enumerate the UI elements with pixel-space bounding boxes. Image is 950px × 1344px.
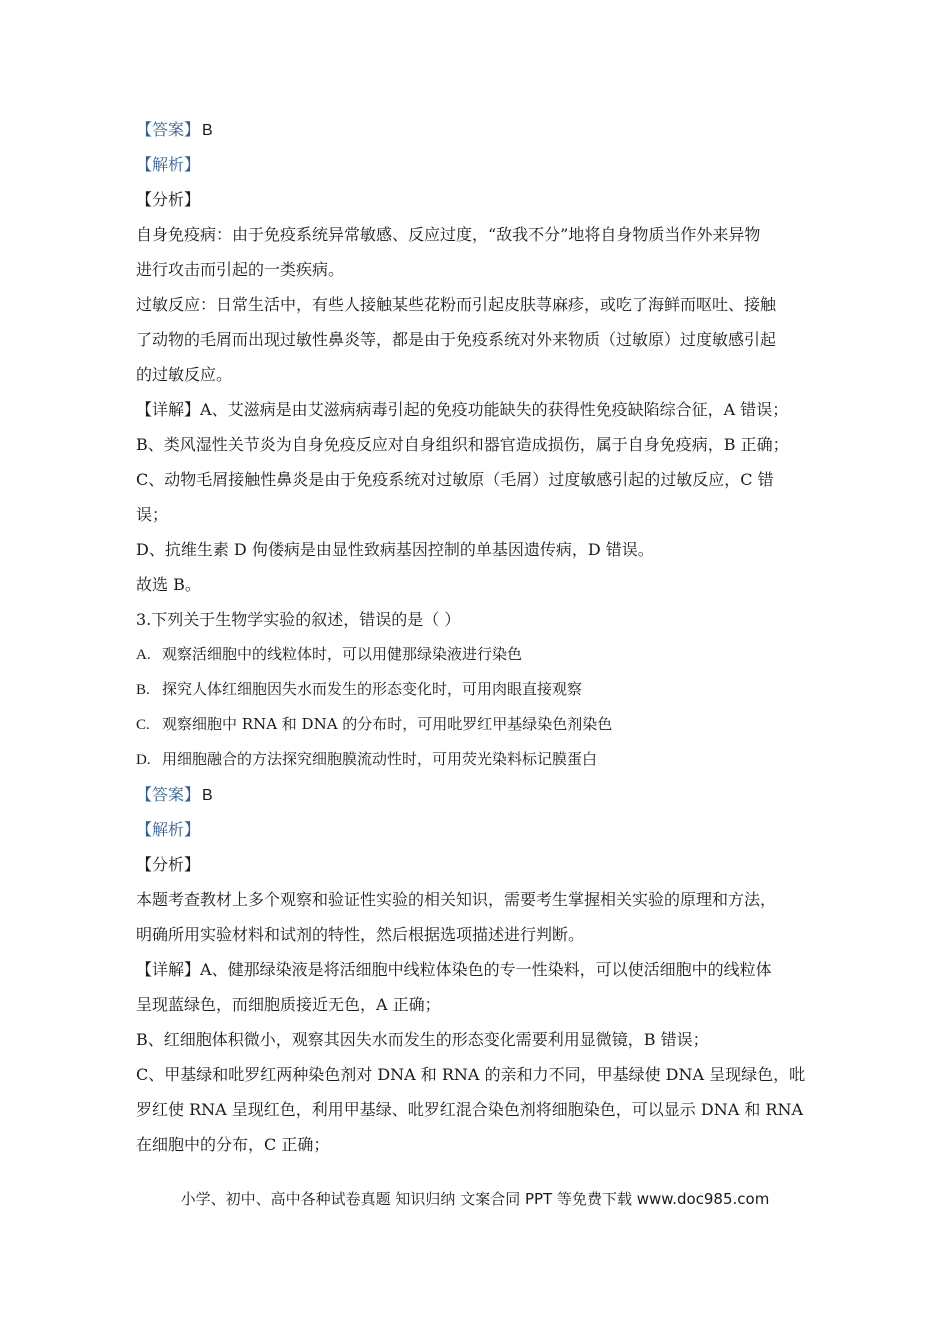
q2-detail-line: 误；: [136, 505, 169, 524]
q2-fenxi-line: 的过敏反应。: [136, 365, 233, 384]
detail-tag: 【详解】: [136, 960, 201, 979]
fenxi-tag: 【分析】: [136, 855, 201, 874]
option-letter: A.: [136, 647, 151, 663]
option-letter: C.: [136, 717, 150, 733]
option-text: 探究人体红细胞因失水而发生的形态变化时，可用肉眼直接观察: [162, 680, 583, 698]
option-text: 观察活细胞中的线粒体时，可以用健那绿染液进行染色: [162, 645, 523, 663]
q2-fenxi-tag: [136, 182, 826, 217]
q3-stem: 3.下列关于生物学实验的叙述，错误的是（ ）: [136, 610, 461, 629]
q3-option-b: [136, 672, 826, 707]
answer-tag: 【答案】: [136, 785, 201, 804]
answer-tag: 【答案】: [136, 120, 201, 139]
q2-analysis-tag: [136, 147, 826, 182]
q2-answer: [136, 112, 826, 147]
q3-detail-line: B、红细胞体积微小，观察其因失水而发生的形态变化需要利用显微镜，B 错误；: [136, 1030, 709, 1049]
q2-fenxi-line: 进行攻击而引起的一类疾病。: [136, 260, 345, 279]
q2-fenxi-line: 过敏反应：日常生活中，有些人接触某些花粉而引起皮肤荨麻疹，或吃了海鲜而呕吐、接触: [136, 295, 777, 314]
page-content: [136, 112, 826, 1162]
detail-tag: 【详解】: [136, 400, 201, 419]
q3-option-c: [136, 707, 826, 742]
q2-fenxi-line: 了动物的毛屑而出现过敏性鼻炎等，都是由于免疫系统对外来物质（过敏原）过度敏感引起: [136, 330, 777, 349]
detail-text: A、艾滋病是由艾滋病病毒引起的免疫功能缺失的获得性免疫缺陷综合征，A 错误；: [200, 400, 789, 419]
answer-value: B: [202, 122, 213, 139]
q3-option-a: [136, 637, 826, 672]
q2-detail-line: B、类风湿性关节炎为自身免疫反应对自身组织和器官造成损伤，属于自身免疫病，B 正确；: [136, 435, 789, 454]
q3-answer: [136, 777, 826, 812]
q3-detail-line: 罗红使 RNA 呈现红色，利用甲基绿、吡罗红混合染色剂将细胞染色，可以显示 DNA 和 RNA: [136, 1100, 804, 1119]
q2-detail-line: [136, 392, 826, 427]
q3-fenxi-tag: [136, 847, 826, 882]
detail-text: A、健那绿染液是将活细胞中线粒体染色的专一性染料，可以使活细胞中的线粒体: [200, 960, 772, 979]
q2-conclusion: 故选 B。: [136, 575, 201, 594]
q3-analysis-tag: [136, 812, 826, 847]
q2-detail-line: D、抗维生素 D 佝偻病是由显性致病基因控制的单基因遗传病，D 错误。: [136, 540, 654, 559]
analysis-tag: 【解析】: [136, 820, 201, 839]
option-letter: D.: [136, 752, 151, 768]
q3-detail-line: C、甲基绿和吡罗红两种染色剂对 DNA 和 RNA 的亲和力不同，甲基绿使 DNA 呈现绿色，吡: [136, 1065, 806, 1084]
q3-fenxi-line: 本题考查教材上多个观察和验证性实验的相关知识，需要考生掌握相关实验的原理和方法，: [136, 890, 777, 909]
option-letter: B.: [136, 682, 150, 698]
q3-detail-line: 在细胞中的分布，C 正确；: [136, 1135, 330, 1154]
q2-fenxi-line: 自身免疫病：由于免疫系统异常敏感、反应过度，“敌我不分”地将自身物质当作外来异物: [136, 225, 761, 244]
option-text: 用细胞融合的方法探究细胞膜流动性时，可用荧光染料标记膜蛋白: [162, 750, 598, 768]
analysis-tag: 【解析】: [136, 155, 201, 174]
q3-fenxi-line: 明确所用实验材料和试剂的特性，然后根据选项描述进行判断。: [136, 925, 585, 944]
fenxi-tag: 【分析】: [136, 190, 201, 209]
q2-detail-line: C、动物毛屑接触性鼻炎是由于免疫系统对过敏原（毛屑）过度敏感引起的过敏反应，C 错: [136, 470, 774, 489]
q3-detail-line: [136, 952, 826, 987]
page-footer: 小学、初中、高中各种试卷真题 知识归纳 文案合同 PPT 等免费下载 www.doc985.com: [180, 1190, 770, 1208]
option-text: 观察细胞中 RNA 和 DNA 的分布时，可用吡罗红甲基绿染色剂染色: [162, 715, 613, 733]
q3-detail-line: 呈现蓝绿色，而细胞质接近无色，A 正确；: [136, 995, 441, 1014]
answer-value: B: [202, 787, 213, 804]
q3-option-d: [136, 742, 826, 777]
